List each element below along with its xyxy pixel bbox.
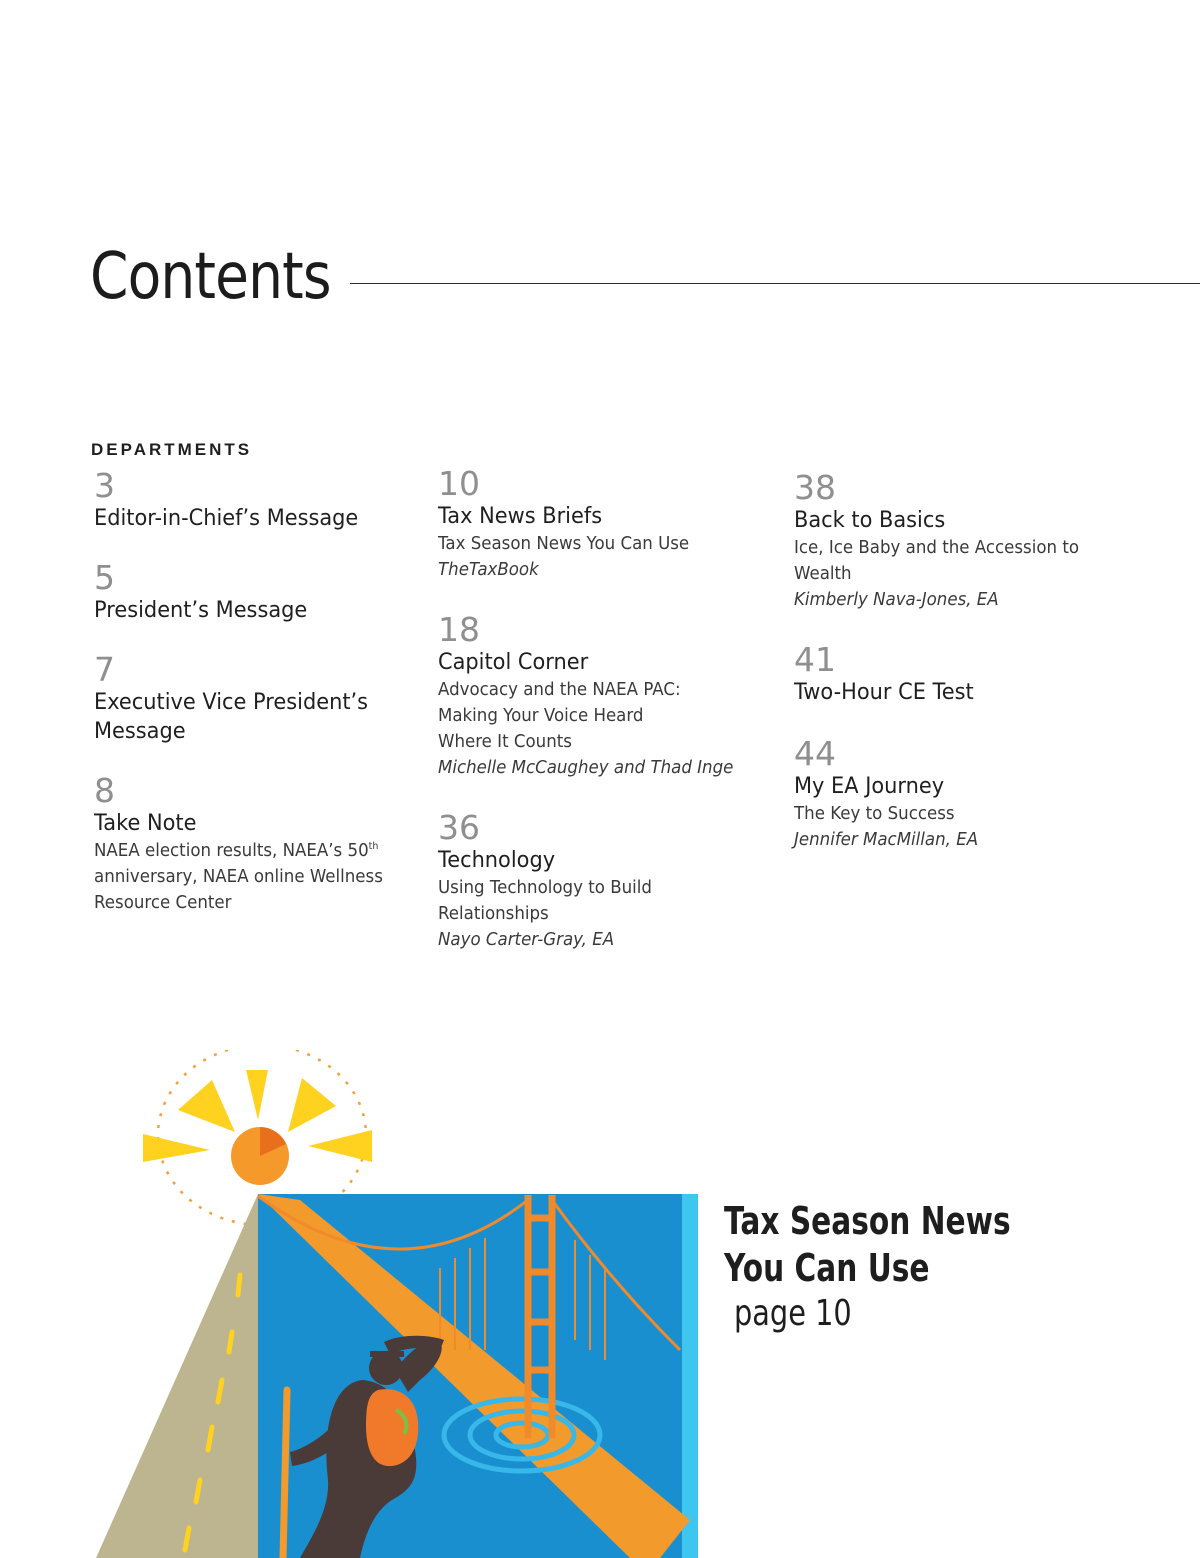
entry-title[interactable]: Capitol Corner — [438, 650, 589, 675]
page-number: 8 — [94, 771, 115, 810]
toc-entry[interactable] — [94, 560, 424, 625]
page-number: 7 — [94, 650, 115, 689]
entry-author: TheTaxBook — [438, 560, 539, 580]
toc-entry[interactable] — [438, 466, 768, 583]
toc-entry[interactable] — [94, 652, 424, 746]
feature-page-reference[interactable]: page 10 — [734, 1293, 852, 1334]
feature-callout[interactable] — [724, 1198, 1044, 1336]
entry-author: Jennifer MacMillan, EA — [794, 830, 979, 850]
toc-entry[interactable] — [794, 470, 1124, 613]
entry-title[interactable]: Back to Basics — [794, 508, 946, 533]
entry-title[interactable]: Two-Hour CE Test — [794, 680, 974, 705]
toc-entry[interactable] — [794, 642, 1124, 707]
page-number: 44 — [794, 734, 836, 773]
section-label-departments: DEPARTMENTS — [91, 440, 253, 459]
page-number: 38 — [794, 468, 836, 507]
title-divider — [350, 283, 1200, 284]
toc-entry[interactable] — [94, 773, 424, 916]
entry-description: Using Technology to Build Relationships — [438, 878, 652, 924]
sky-edge — [682, 1194, 698, 1558]
toc-entry[interactable] — [438, 612, 768, 781]
page-number: 10 — [438, 464, 480, 503]
ordinal-suffix: th — [368, 841, 379, 853]
entry-title[interactable]: Tax News Briefs — [438, 504, 603, 529]
cover-illustration — [0, 1050, 720, 1558]
toc-column-2 — [438, 466, 768, 982]
entry-title[interactable]: Editor-in-Chief’s Message — [94, 506, 359, 531]
entry-title[interactable]: President’s Message — [94, 598, 308, 623]
entry-description-text: anniversary, NAEA online Wellness Resource Center — [94, 867, 383, 913]
page-number: 41 — [794, 640, 836, 679]
page-number: 18 — [438, 610, 480, 649]
entry-description: The Key to Success — [794, 804, 955, 824]
entry-title[interactable]: Take Note — [94, 811, 197, 836]
page-title: Contents — [90, 240, 331, 314]
page-number: 3 — [94, 466, 115, 505]
entry-title[interactable]: Executive Vice President’s Message — [94, 690, 369, 744]
entry-author: Kimberly Nava-Jones, EA — [794, 590, 999, 610]
entry-author: Nayo Carter-Gray, EA — [438, 930, 615, 950]
entry-description — [94, 838, 403, 916]
entry-description-text: NAEA election results, NAEA’s 50 — [94, 841, 369, 861]
entry-title[interactable]: My EA Journey — [794, 774, 945, 799]
entry-description: Ice, Ice Baby and the Accession to Wealth — [794, 538, 1080, 584]
feature-heading-line-2: You Can Use — [724, 1246, 930, 1290]
page-number: 5 — [94, 558, 115, 597]
entry-title[interactable]: Technology — [438, 848, 556, 873]
feature-heading-line-1: Tax Season News — [724, 1199, 1011, 1243]
road — [96, 1194, 258, 1558]
toc-column-1 — [94, 468, 424, 943]
toc-entry[interactable] — [438, 810, 768, 953]
entry-description: Advocacy and the NAEA PAC: Making Your Voice Heard Where It Counts — [438, 680, 681, 752]
page-number: 36 — [438, 808, 480, 847]
toc-column-3 — [794, 470, 1124, 882]
toc-entry[interactable] — [94, 468, 424, 533]
entry-description: Tax Season News You Can Use — [438, 534, 690, 554]
toc-entry[interactable] — [794, 736, 1124, 853]
entry-author: Michelle McCaughey and Thad Inge — [438, 758, 734, 778]
